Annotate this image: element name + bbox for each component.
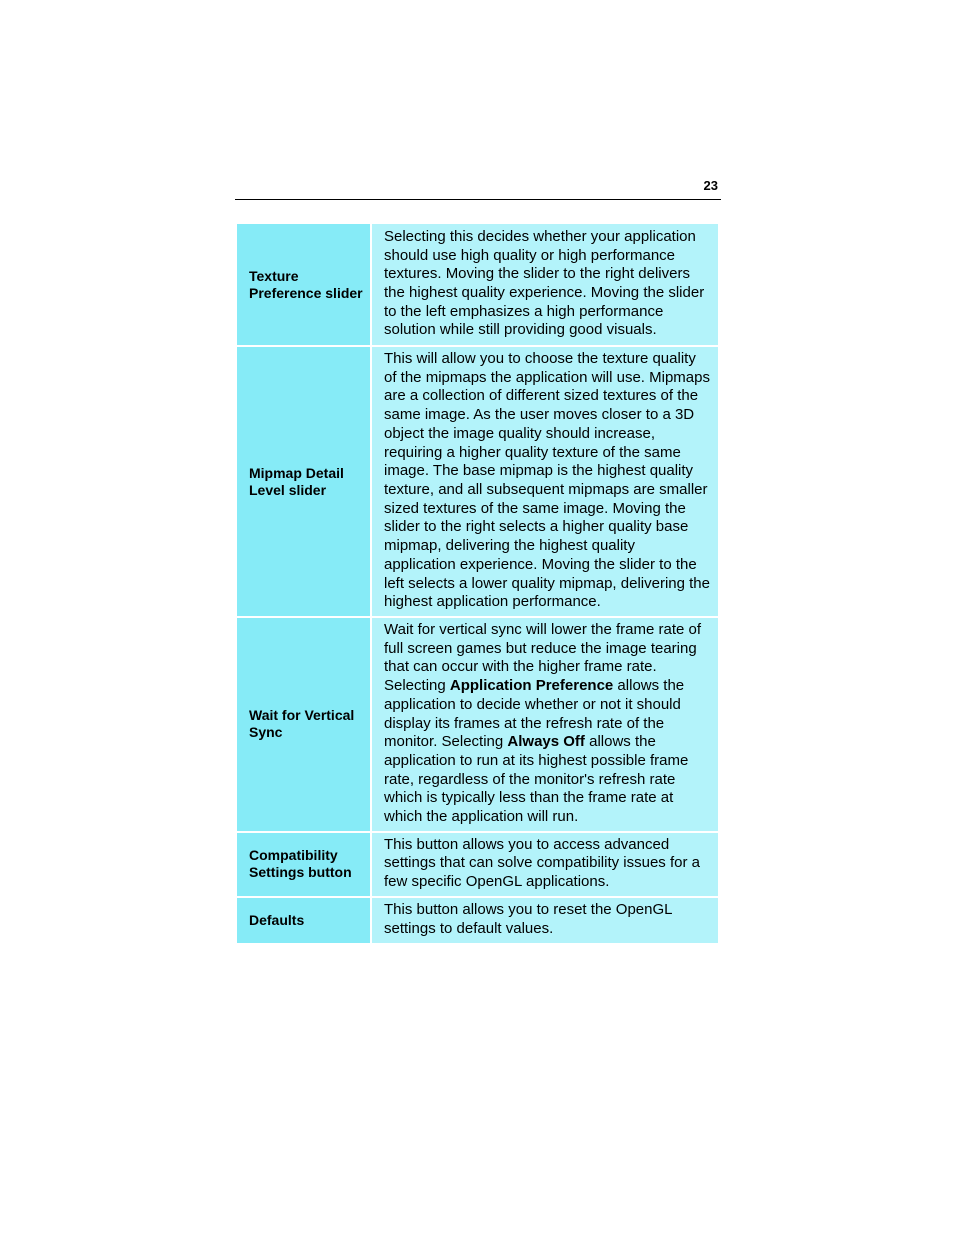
description-cell: This button allows you to reset the OpenGL settings to default values. — [372, 898, 718, 943]
header-rule — [235, 199, 721, 200]
table-row — [237, 618, 718, 831]
term-cell: Compatibility Settings button — [237, 833, 370, 896]
settings-table — [235, 222, 720, 945]
term-cell: Texture Preference slider — [237, 224, 370, 345]
description-text: allows the application to run at its highest possible frame rate, regardless of the monitor's refresh rate which is typically less than the frame rate at which the application will run. — [384, 733, 689, 826]
option-name-application-preference: Application Preference — [449, 677, 614, 695]
description-text: allows the application to decide whether or not it should display its frames at the refresh rate of the monitor. Selecting — [384, 677, 685, 751]
table-row — [237, 833, 718, 896]
term-cell: Wait for Vertical Sync — [237, 618, 370, 831]
description-cell — [372, 618, 718, 831]
description-cell: This will allow you to choose the texture quality of the mipmaps the application will use. Mipmaps are a collection of different sized textures of the same image. As the user moves closer to a 3D object the image quality should increase, requiring a higher quality texture of the same image. The base mipmap is the highest quality texture, and all subsequent mipmaps are smaller sized textures of the same image. Moving the slider to the right selects a higher quality base mipmap, delivering the highest quality application experience. Moving the slider to the left selects a lower quality mipmap, delivering the highest application performance. — [372, 347, 718, 616]
description-cell: This button allows you to access advanced settings that can solve compatibility issues for a few specific OpenGL applications. — [372, 833, 718, 896]
term-cell: Mipmap Detail Level slider — [237, 347, 370, 616]
page-number: 23 — [703, 178, 718, 193]
description-cell: Selecting this decides whether your application should use high quality or high performance textures. Moving the slider to the right delivers the highest quality experience. Moving the slider to the left emphasizes a high performance solution while still providing good visuals. — [372, 224, 718, 345]
term-cell: Defaults — [237, 898, 370, 943]
table-row — [237, 224, 718, 345]
description-text: Wait for vertical sync will lower the frame rate of full screen games but reduce the image tearing that can occur with the higher frame rate. Selecting — [384, 621, 702, 695]
table-row — [237, 898, 718, 943]
option-name-always-off: Always Off — [507, 733, 585, 751]
table-row — [237, 347, 718, 616]
